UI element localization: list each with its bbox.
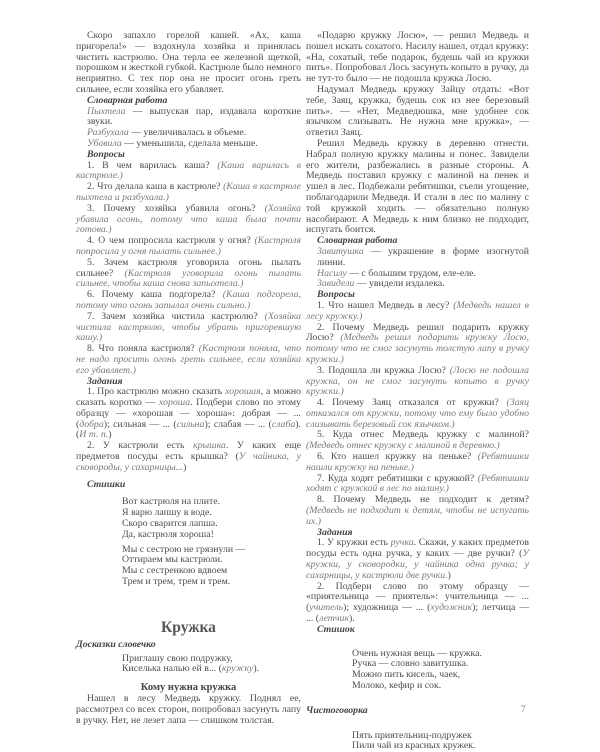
poem-stanza [306,731,529,752]
text-segment: 1. В чем варилась каша? [87,159,218,171]
poem-line: Мы с сестрою не грязнули — [122,543,246,555]
italic-text: (Кастрюля уговорила огонь пылать сильнее, чтобы каша снова запыхтела.) [76,267,301,290]
section-heading: Вопросы [87,148,125,160]
text-segment: — украшение в форме изогнутой линии. [317,245,529,268]
poem-line: Вот кастрюля на плите. [122,496,221,508]
page-number: 7 [521,704,526,714]
italic-text: (Каша в кастрюле пыхтела и разбухала.) [76,181,301,203]
paragraph [76,344,301,376]
italic-text: (Каша подгорела, потому что огонь запылал очень сильно.) [76,289,301,311]
text-segment: 1. Что нашел Медведь в лесу? [317,299,454,311]
paragraph [76,290,301,312]
italic-text: Завитушка [317,245,364,257]
paragraph [306,452,529,474]
text-segment: ). ( [76,418,301,441]
text-segment: 2. У кастрюли есть [87,440,194,452]
text-segment: . Подбери слово по этому образцу — «хорошая — хороша»: добрая — ... ( [76,397,302,430]
italic-text: добра [79,418,104,430]
italic-text: (Ребятишки ходят с кружкой в лес по малину.) [306,472,529,495]
text-segment: ) [447,569,451,581]
paragraph [76,312,301,344]
text-segment: . У каких еще предметов посуды есть крышка? ( [76,440,301,463]
vocabulary-entry [306,247,529,269]
text-segment: — увеличивалась в объеме. [128,127,247,139]
text-segment: — выпуская пар, издавала короткие звуки. [87,105,301,128]
text-segment: 5. Зачем кастрюля уговорила огонь пылать сильнее? [76,256,301,279]
text-segment: 5. Куда отнес Медведь кружку с малиной? [317,429,529,441]
section-heading: Стишок [317,623,355,635]
paragraph [76,441,301,473]
italic-text: слаба [271,418,296,430]
italic-text: учитель [309,602,344,614]
italic-text: (Хозяйка чистила кастрюлю, чтобы убрать пригоревшую кашу.) [76,310,301,344]
paragraph [76,387,301,441]
paragraph [306,538,529,581]
text-segment: 8. Почему Медведь не подходит к детям? [317,494,529,506]
paragraph [306,430,529,452]
paragraph [306,85,529,139]
section-heading: Стишки [87,478,126,490]
italic-text: Насилу [317,267,347,279]
italic-text: кружку [221,663,254,675]
poem-line: Можно пить кисель, чаек, [352,669,461,681]
vocabulary-entry [76,107,301,129]
paragraph [306,366,529,398]
text-segment: ) [183,461,187,473]
paragraph [306,495,529,527]
text-segment: 2. Почему Медведь решил подарить кружку Лосю? [306,321,529,344]
poem-line: Трем и трем, трем и трем. [122,576,231,588]
poem-line: Очень нужная вещь — кружка. [352,647,482,659]
paragraph [76,694,301,726]
italic-text: крышка [193,440,226,452]
paragraph [306,582,529,625]
italic-text: (Кастрюля попросила у огня пылать сильнее.) [76,235,301,257]
italic-text: (Кастрюля поняла, что не надо просить огонь греть сильнее, если хозяйка его убавляет.) [76,343,301,376]
poem-stanza [76,545,301,588]
paragraph [76,204,301,236]
paragraph [76,258,301,290]
italic-text: (Каша варилась в кастрюле.) [76,159,302,182]
italic-text: хорошая [225,386,261,398]
text-segment: Решил Медведь кружку в деревню отнести. Набрал полную кружку малины и понес. Завидели его жители, разбежались в разные стороны. А Медведь поставил кружку с малиной на пенек и ушел в лес. Подбежали ребятишки, съели угощение, поблагодарили Медведя. И стали в лес по малину с той кружкой ходить — обязательно полную насобирают. А Медведь к ним близко не подходит, испугать боится. [306,137,529,236]
poem-line: Молоко, кефир и сок. [352,680,442,692]
text-segment: «Подарю кружку Лосю», — решил Медведь и пошел искать сохатого. Насилу нашел, отдал кружку: «На, сохатый, тебе подарок, будешь чай из кружки пить». Попробовал Лось засунуть копыто в ручку, да не тут-то было — не подошла кружка Лосю. [306,30,529,85]
left-column [76,31,301,727]
text-segment: 1. У кружки есть [317,537,391,549]
italic-text: сильна [176,418,205,430]
text-segment: 7. Зачем хозяйка чистила кастрюлю? [87,310,265,322]
text-segment: ); слабая — ... ( [204,418,272,430]
italic-text: (Медведь решил подарить кружку Лосю, потому что не смог засунуть толстую лапу в ручку кружки.) [306,332,529,365]
italic-text: (Медведь нашел в лесу кружку.) [306,299,529,322]
paragraph [306,31,529,85]
poem-stanza [76,497,301,540]
text-segment: Нашел в лесу Медведь кружку. Поднял ее, рассмотрел со всех сторон, попробовал засунуть лапу в ручку. Нет, не лезет лапа — слишком толстая. [76,693,301,726]
right-column [306,31,529,752]
section-heading: Задания [317,526,353,538]
text-segment: 2. Подбери слово по этому образцу — «приятельница — приятель»: учительница — ... ( [306,580,529,614]
poem-line: Пять приятельниц-подружек [352,729,472,741]
poem-line: Ручка — словно завитушка. [352,658,469,670]
paragraph [306,474,529,496]
text-segment: Надумал Медведь кружку Зайцу отдать: «Вот тебе, Заяц, кружка, будешь сок из нее березовый пить». — «Нет, Медведюшка, мне удобнее сок язычком слизывать. Не нужна мне кружка», — ответил Заяц. [306,83,529,139]
italic-text: У кружки, у сковородки, у чайника одна ручка; у сахарницы, у кастрюли две ручки. [306,548,529,581]
chapter-title: Кружка [161,618,216,636]
text-segment: 2. Что делала каша в кастрюле? [87,181,224,193]
text-segment: ). [253,663,260,675]
text-segment: — с большим трудом, еле-еле. [346,267,476,279]
paragraph [306,139,529,236]
poem-line: Оттираем мы кастрюли. [122,554,223,566]
text-segment: Киселька налью ей в... ( [122,663,222,675]
italic-text: летчик [319,613,350,625]
story-title: Кому нужна кружка [140,682,237,694]
poem-line: Пили чай из красных кружек. [352,740,476,752]
poem-line: Мы с сестренкою вдвоем [122,565,228,577]
text-segment: . Скажи, у каких предметов посуды есть одна ручка, у каких — две ручки? ( [306,537,529,560]
italic-text: (Лосю не подошла кружка, он не смог засунуть копыто в ручку кружки.) [306,364,529,398]
text-segment: ) [108,429,112,441]
text-segment: 4. Почему Заяц отказался от кружки? [317,397,507,409]
italic-text: хороша [159,397,191,409]
poem-line: Я варю лапшу в воде. [122,507,212,519]
text-segment: ); летчица — ... ( [306,602,530,625]
text-segment: 6. Кто нашел кружку на пеньке? [317,451,478,463]
section-heading: Досказки словечко [76,638,156,650]
poem-line: Скоро сварится лапша. [122,518,218,530]
text-segment: 4. О чем попросила кастрюля у огня? [87,235,255,247]
paragraph [76,161,301,183]
italic-text: ручка [390,537,414,549]
poem-line: Да, кастрюля хороша! [122,528,214,540]
text-segment: Приглашу свою подружку, [122,652,233,664]
italic-text: У чайника, у сковороды, у сахарницы... [76,451,301,473]
text-segment: ); художница — ... ( [343,602,431,614]
text-segment: Скоро запахло горелой кашей. «Ах, каша пригорела!» — вздохнула хозяйка и принялась чистить кастрюлю. Она терла ее железной щеткой, порошком и жесткой губкой. Кастрюле было немного неприятно. С тех пор она не просит огонь греть сильнее, если хозяйка его убавляет. [76,30,301,95]
text-segment: ); сильная — ... ( [103,418,177,430]
text-segment: 6. Почему каша подгорела? [87,289,223,301]
italic-text: (Медведь не подходит к детям, чтобы не испугать их.) [306,505,529,527]
paragraph [306,323,529,366]
italic-text: художник [430,602,473,614]
paragraph [306,301,529,323]
paragraph [76,236,301,258]
italic-text: (Заяц отказался от кружки, потому что ему было удобно слизывать березовый сок язычком.) [306,397,529,430]
text-segment: ). [349,613,355,625]
text-segment: , а можно сказать коротко — [76,386,301,409]
italic-text: (Ребятишки нашли кружку на пеньке.) [306,451,529,473]
section-heading: Вопросы [317,289,355,301]
italic-text: (Хозяйка убавила огонь, потому что каша была почти готова.) [76,202,301,236]
text-segment: 7. Куда ходят ребятишки с кружкой? [317,472,478,484]
text-segment: 3. Почему хозяйка убавила огонь? [87,202,265,214]
italic-text: Пыхтела [87,105,126,117]
paragraph [76,182,301,204]
poem-line [122,664,301,675]
text-segment: — увидели издалека. [354,278,445,290]
italic-text: (Медведь отнес кружку с малиной в деревню.) [306,440,500,452]
section-heading: Задания [87,375,123,387]
paragraph [306,398,529,430]
poem-stanza [306,649,529,692]
section-heading: Словарная работа [87,94,168,106]
text-segment: 1. Про кастрюлю можно сказать [87,386,226,398]
section-heading: Чистоговорка [306,704,368,716]
italic-text: И т. п. [79,429,109,441]
italic-text: Убавила [87,137,122,149]
poem-stanza [76,654,301,676]
section-heading: Словарная работа [317,235,398,247]
text-segment: 8. Что поняла кастрюля? [87,343,199,355]
italic-text: Разбухала [87,127,129,139]
italic-text: Завидели [317,278,355,290]
paragraph [76,31,301,96]
text-segment: 3. Подошла ли кружка Лосю? [317,364,450,376]
text-segment: — уменьшила, сделала меньше. [121,137,258,149]
